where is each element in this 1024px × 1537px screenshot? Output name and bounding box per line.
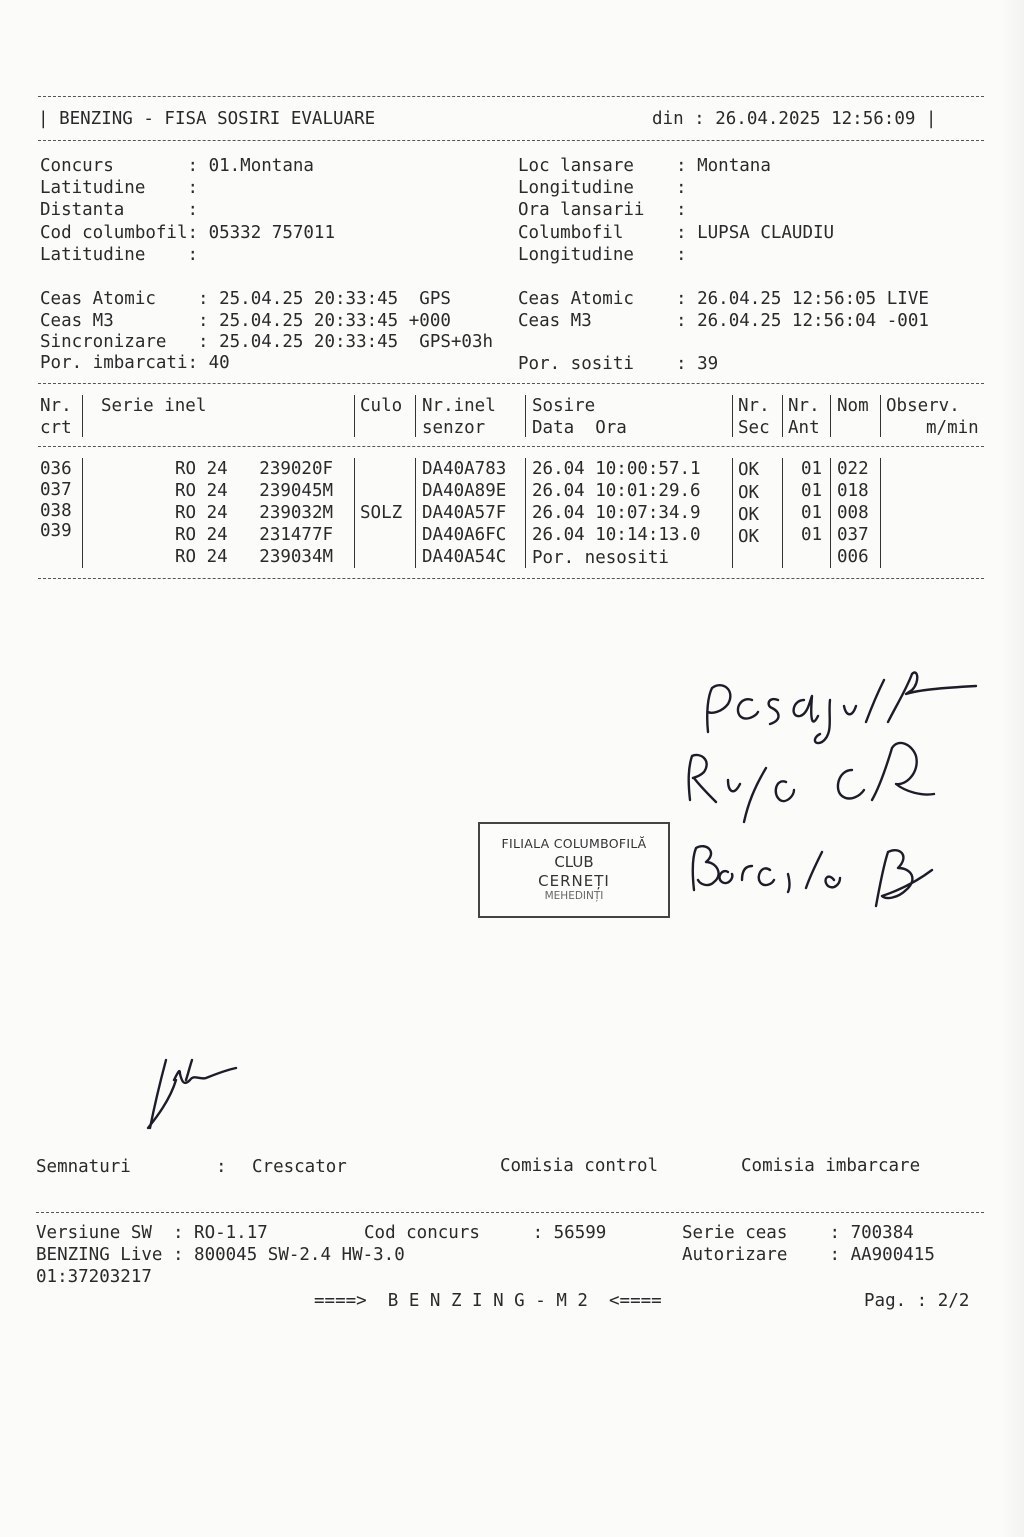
cell-senzor: DA40A57F <box>422 503 507 523</box>
cell-senzor: DA40A54C <box>422 547 507 567</box>
info-ora-lansarii: Ora lansarii : <box>518 200 687 220</box>
semnaturi-label: Semnaturi <box>36 1157 131 1177</box>
cell-serie: RO 24 239032M <box>175 503 334 523</box>
th-sosire: Sosire <box>532 396 596 416</box>
info-latitudine-2: Latitudine : <box>40 245 199 265</box>
cell-nom: 018 <box>837 481 869 501</box>
stamp-line-3: CERNEȚI <box>538 872 610 890</box>
versiune-sw: Versiune SW : RO-1.17 <box>36 1223 268 1243</box>
por-sositi: Por. sositi : 39 <box>518 354 719 374</box>
cell-ant: 01 <box>801 503 823 523</box>
col-separator <box>82 458 83 568</box>
por-imbarcati: Por. imbarcati: 40 <box>40 353 230 373</box>
col-separator <box>525 395 526 437</box>
stamp-line-2: CLUB <box>554 853 594 871</box>
cell-sec: OK <box>738 527 760 547</box>
cell-crt: 036 <box>40 459 72 479</box>
cell-culo: SOLZ <box>360 503 403 523</box>
divider <box>38 96 984 97</box>
cell-serie: RO 24 239034M <box>175 547 334 567</box>
cell-serie: RO 24 239020F <box>175 459 334 479</box>
report-date: din : 26.04.2025 12:56:09 | <box>652 109 937 129</box>
cell-senzor: DA40A783 <box>422 459 507 479</box>
col-separator <box>82 395 83 437</box>
cell-sec: OK <box>738 460 760 480</box>
info-columbofil: Columbofil : LUPSA CLAUDIU <box>518 223 835 243</box>
divider <box>38 140 984 141</box>
th-observ: Observ. <box>886 396 960 416</box>
benzing-live: BENZING Live : 800045 SW-2.4 HW-3.0 <box>36 1245 405 1265</box>
info-longitudine: Longitudine : <box>518 178 687 198</box>
col-separator <box>732 458 733 568</box>
divider <box>38 446 984 447</box>
info-longitudine-2: Longitudine : <box>518 245 687 265</box>
report-title: | BENZING - FISA SOSIRI EVALUARE <box>38 109 376 129</box>
cod-concurs: Cod concurs : 56599 <box>364 1223 607 1243</box>
cell-ant: 01 <box>801 459 823 479</box>
cell-sosire: 26.04 10:07:34.9 <box>532 503 701 523</box>
cell-serie: RO 24 231477F <box>175 525 334 545</box>
th-nr-ant: Nr. <box>788 396 820 416</box>
crescator-label: Crescator <box>252 1157 347 1177</box>
col-separator <box>732 395 733 437</box>
benzing-banner: ====> B E N Z I N G - M 2 <==== <box>314 1291 662 1311</box>
comisia-control-label: Comisia control <box>500 1156 659 1176</box>
clock-atomic-end: Ceas Atomic : 26.04.25 12:56:05 LIVE <box>518 289 929 309</box>
col-separator <box>415 458 416 568</box>
club-stamp <box>478 822 670 918</box>
cell-sosire: 26.04 10:01:29.6 <box>532 481 701 501</box>
stamp-line-4: MEHEDINȚI <box>544 890 604 902</box>
cell-senzor: DA40A89E <box>422 481 507 501</box>
clock-m3-end: Ceas M3 : 26.04.25 12:56:04 -001 <box>518 311 929 331</box>
clock-m3-start: Ceas M3 : 25.04.25 20:33:45 +000 <box>40 311 451 331</box>
scan-edge <box>1000 0 1024 1537</box>
device-code: 01:37203217 <box>36 1267 152 1287</box>
cell-sosire: Por. nesositi <box>532 548 669 568</box>
col-separator <box>880 458 881 568</box>
th-m-min: m/min <box>926 418 979 438</box>
cell-sosire: 26.04 10:14:13.0 <box>532 525 701 545</box>
col-separator <box>880 395 881 437</box>
stamp-line-1: FILIALA COLUMBOFILĂ <box>501 836 647 851</box>
col-separator <box>830 458 831 568</box>
cell-senzor: DA40A6FC <box>422 525 507 545</box>
serie-ceas: Serie ceas : 700384 <box>682 1223 914 1243</box>
clock-sync: Sincronizare : 25.04.25 20:33:45 GPS+03h <box>40 332 494 352</box>
th-nr: Nr. <box>40 396 72 416</box>
cell-nom: 022 <box>837 459 869 479</box>
th-nr-inel: Nr.inel <box>422 396 496 416</box>
th-data-ora: Data Ora <box>532 418 627 438</box>
cell-sec: OK <box>738 505 760 525</box>
info-latitudine: Latitudine : <box>40 178 199 198</box>
col-separator <box>525 458 526 568</box>
divider <box>38 578 984 579</box>
th-nom: Nom <box>837 396 869 416</box>
th-senzor: senzor <box>422 418 486 438</box>
col-separator <box>782 395 783 437</box>
info-loc-lansare: Loc lansare : Montana <box>518 156 771 176</box>
cell-nom: 008 <box>837 503 869 523</box>
cell-crt: 037 <box>40 480 72 500</box>
cell-ant: 01 <box>801 525 823 545</box>
signature-3 <box>693 846 932 906</box>
th-nr-sec: Nr. <box>738 396 770 416</box>
info-distanta: Distanta : <box>40 200 199 220</box>
th-sec: Sec <box>738 418 770 438</box>
cell-sec: OK <box>738 483 760 503</box>
signature-crescator <box>148 1060 236 1128</box>
clock-atomic-start: Ceas Atomic : 25.04.25 20:33:45 GPS <box>40 289 451 309</box>
divider <box>36 1212 984 1213</box>
col-separator <box>782 458 783 568</box>
th-ant: Ant <box>788 418 820 438</box>
info-concurs: Concurs : 01.Montana <box>40 156 314 176</box>
cell-crt: 039 <box>40 521 72 541</box>
cell-serie: RO 24 239045M <box>175 481 334 501</box>
semnaturi-colon: : <box>216 1157 227 1177</box>
autorizare: Autorizare : AA900415 <box>682 1245 935 1265</box>
th-culo: Culo <box>360 396 403 416</box>
info-cod-columbofil: Cod columbofil: 05332 757011 <box>40 223 336 243</box>
col-separator <box>830 395 831 437</box>
cell-crt: 038 <box>40 501 72 521</box>
col-separator <box>354 458 355 568</box>
cell-ant: 01 <box>801 481 823 501</box>
comisia-imbarcare-label: Comisia imbarcare <box>741 1156 921 1176</box>
signature-2 <box>689 743 934 822</box>
cell-nom: 006 <box>837 547 869 567</box>
cell-sosire: 26.04 10:00:57.1 <box>532 459 701 479</box>
page-number: Pag. : 2/2 <box>864 1291 970 1311</box>
th-serie-inel: Serie inel <box>101 396 207 416</box>
divider <box>38 383 984 384</box>
cell-nom: 037 <box>837 525 869 545</box>
col-separator <box>415 395 416 437</box>
col-separator <box>354 395 355 437</box>
signature-1 <box>707 673 976 744</box>
th-crt: crt <box>40 418 72 438</box>
